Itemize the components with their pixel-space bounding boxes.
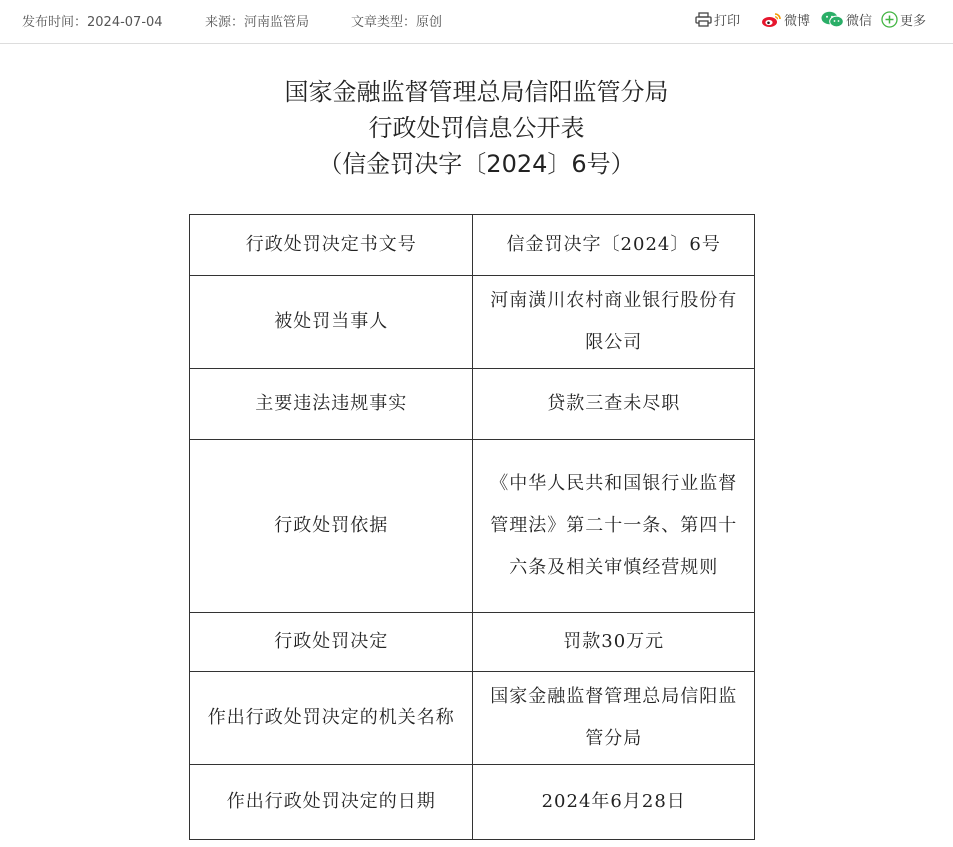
title-line-2: 行政处罚信息公开表: [368, 114, 585, 142]
row-label: 被处罚当事人: [190, 276, 473, 369]
title-line-1: 国家金融监督管理总局信阳监管分局: [284, 78, 669, 106]
row-label: 行政处罚决定书文号: [190, 215, 473, 276]
article-type-value: 原创: [416, 15, 443, 30]
weibo-share-button[interactable]: [761, 10, 810, 29]
row-label: 行政处罚依据: [190, 440, 473, 613]
document-title: [0, 74, 953, 182]
wechat-label: 微信: [846, 14, 873, 29]
row-label: 主要违法违规事实: [190, 369, 473, 440]
penalty-info-table: [189, 214, 755, 840]
more-label: 更多: [900, 14, 927, 29]
table-row: [190, 440, 755, 613]
source-value: 河南监管局: [244, 15, 310, 30]
row-value: 贷款三查未尽职: [473, 369, 755, 440]
weibo-icon: [761, 12, 782, 28]
table-row: [190, 765, 755, 840]
row-label: 作出行政处罚决定的日期: [190, 765, 473, 840]
row-value: 罚款30万元: [473, 613, 755, 672]
source: 来源：河南监管局: [205, 15, 310, 30]
article-meta-bar: [0, 0, 953, 44]
wechat-share-button[interactable]: [821, 10, 872, 29]
plus-circle-icon: [881, 11, 898, 28]
title-line-3: （信金罚决字〔2024〕6号）: [318, 150, 635, 178]
weibo-label: 微博: [784, 14, 811, 29]
row-value: 国家金融监督管理总局信阳监管分局: [473, 672, 755, 765]
row-label: 作出行政处罚决定的机关名称: [190, 672, 473, 765]
table-row: [190, 276, 755, 369]
publish-date: 2024-07-04: [87, 15, 163, 30]
wechat-icon: [821, 11, 844, 28]
row-value: 信金罚决字〔2024〕6号: [473, 215, 755, 276]
table-row: [190, 613, 755, 672]
article-type: 文章类型：原创: [351, 15, 443, 30]
row-value: 《中华人民共和国银行业监督管理法》第二十一条、第四十六条及相关审慎经营规则: [473, 440, 755, 613]
publish-time: 发布时间：2024-07-04: [22, 15, 163, 30]
table-row: [190, 215, 755, 276]
row-value: 2024年6月28日: [473, 765, 755, 840]
print-button[interactable]: [695, 10, 740, 29]
more-share-button[interactable]: [881, 10, 926, 29]
table-row: [190, 369, 755, 440]
printer-icon: [695, 12, 712, 27]
row-label: 行政处罚决定: [190, 613, 473, 672]
table-row: [190, 672, 755, 765]
row-value: 河南潢川农村商业银行股份有限公司: [473, 276, 755, 369]
print-label: 打印: [714, 14, 741, 29]
